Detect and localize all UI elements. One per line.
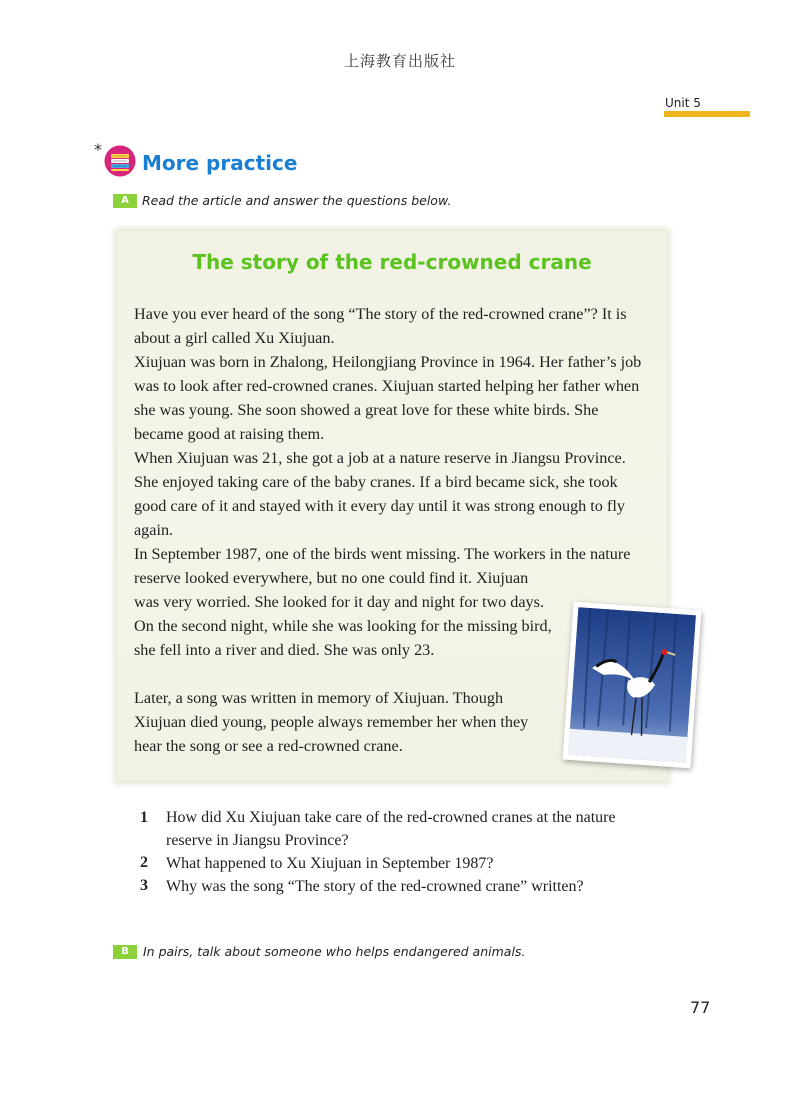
publisher-header: 上海教育出版社 <box>343 52 456 70</box>
unit-label: Unit 5 <box>665 96 701 110</box>
article-paragraph-3: When Xiujuan was 21, she got a job at a nature reserve in Jiangsu Province. She enjoyed taking care of the baby cranes. If a bird became sick, she took good care of it and stayed with it every day until it was strong enough to fly again. <box>134 449 626 539</box>
article-paragraph-4: was very worried. She looked for it day and night for two days. On the second night, while she was looking for the missing bird, she fell into a river and died. She was only 23. <box>134 593 552 659</box>
article-paragraph-2: Xiujuan was born in Zhalong, Heilongjiang Province in 1964. Her father’s job was to look after red-crowned cranes. Xiujuan started helping her father when she was young. She soon showed a great love for these white birds. She became good at raising them. <box>134 353 642 443</box>
task-b-instruction: In pairs, talk about someone who helps endangered animals. <box>143 944 526 959</box>
section-title: More practice <box>142 151 298 175</box>
question-2-text: What happened to Xu Xiujuan in September 1987? <box>166 855 494 872</box>
question-3-text: Why was the song “The story of the red-crowned crane” written? <box>166 878 584 895</box>
red-crowned-crane-photo <box>563 602 702 769</box>
question-2-number: 2 <box>140 854 148 871</box>
question-1-text: How did Xu Xiujuan take care of the red-crowned cranes at the nature reserve in Jiangsu Province? <box>166 809 616 849</box>
article-paragraph-4-first: In September 1987, one of the birds went missing. The workers in the nature reserve looked everywhere, but no one could find it. Xiujuan <box>134 545 631 587</box>
question-1-number: 1 <box>140 809 148 826</box>
article-paragraph-5: Later, a song was written in memory of Xiujuan. Though Xiujuan died young, people always remember her when they hear the song or see a red-crowned crane. <box>134 689 529 755</box>
books-icon <box>104 145 136 177</box>
optional-asterisk: * <box>94 140 102 159</box>
task-b-badge: B <box>113 945 137 959</box>
article-title: The story of the red-crowned crane <box>192 250 592 274</box>
question-3-number: 3 <box>140 877 148 894</box>
task-a-badge: A <box>113 194 137 208</box>
task-a-instruction: Read the article and answer the questions below. <box>142 193 452 208</box>
page-number: 77 <box>690 998 711 1017</box>
unit-bar <box>664 111 750 117</box>
article-paragraph-1: Have you ever heard of the song “The story of the red-crowned crane”? It is about a girl called Xu Xiujuan. <box>134 305 627 347</box>
